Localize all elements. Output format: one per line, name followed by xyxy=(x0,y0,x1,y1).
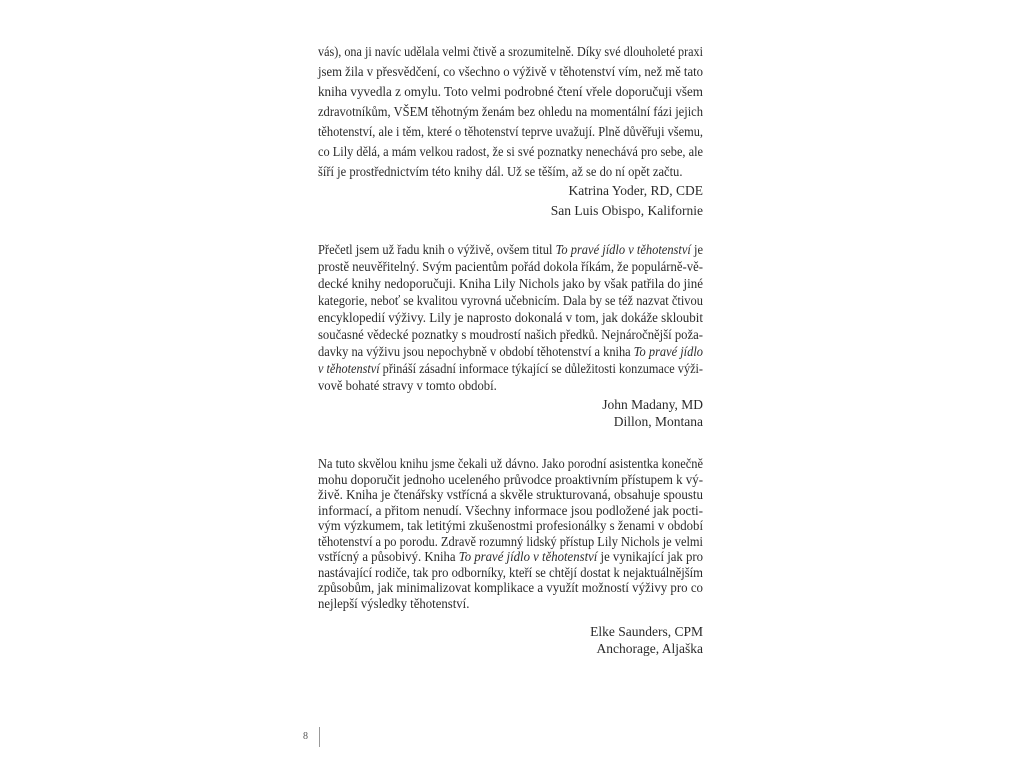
text-line xyxy=(318,471,703,488)
text-line xyxy=(318,533,703,550)
text-segment: je xyxy=(690,242,703,257)
text-line xyxy=(318,309,703,326)
text-segment: vým výzkumem, tak letitými zkušenostmi profesionálky s ženami v období xyxy=(318,518,703,533)
text-segment: zdravotníkům, VŠEM těhotným ženám bez ohledu na momentální fázi jejich xyxy=(318,104,703,119)
text-segment: šíří je prostřednictvím této knihy dál. Už se těším, až se do ní opět začtu. xyxy=(318,164,683,179)
text-segment: způsobům, jak minimalizovat komplikace a využít možností výživy pro co xyxy=(318,580,703,595)
text-line xyxy=(318,377,678,394)
text-line xyxy=(318,258,703,275)
text-line xyxy=(318,549,703,565)
text-segment: vstřícný a působivý. Kniha xyxy=(318,549,459,564)
text-line xyxy=(318,518,703,534)
text-segment: davky na výživu jsou nepochybně v období těhotenství a kniha xyxy=(318,344,634,359)
text-segment: je vynikající jak pro xyxy=(597,549,703,564)
text-line xyxy=(318,42,703,62)
testimonial-text xyxy=(318,241,703,394)
text-line xyxy=(318,292,703,309)
text-line xyxy=(318,62,703,82)
text-line xyxy=(318,360,703,377)
text-segment: těhotenství, ale i těm, které o těhotenství teprve uvažují. Plně důvěřuji všemu, xyxy=(318,124,703,139)
text-segment: těhotenství a po porodu. Zdravě rozumný lidský přístup Lily Nichols je velmi xyxy=(318,533,703,549)
text-segment: encyklopedií výživy. Lily je naprosto dokonalá v tom, jak dokáže skloubit xyxy=(318,310,703,325)
text-segment: kniha vyvedla z omylu. Toto velmi podrobné čtení vřele doporučuji všem xyxy=(318,84,703,99)
text-segment: Na tuto skvělou knihu jsme čekali už dávno. Jako porodní asistentka konečně xyxy=(318,456,703,471)
text-line xyxy=(318,241,703,258)
testimonial-author: Elke Saunders, CPM xyxy=(590,624,703,639)
text-line xyxy=(318,275,703,292)
text-line xyxy=(318,122,703,142)
page-number: 8 xyxy=(303,731,308,742)
testimonial-text xyxy=(318,456,703,611)
testimonial-location: Anchorage, Aljaška xyxy=(596,641,703,656)
text-segment: co Lily dělá, a mám velkou radost, že si své poznatky nenechává pro sebe, ale xyxy=(318,144,703,159)
text-segment: decké knihy nedoporučuji. Kniha Lily Nichols jako by však patřila do jiné xyxy=(318,276,703,291)
text-line xyxy=(318,162,683,182)
text-segment: současné vědecké poznatky s moudrostí našich předků. Nejnáročnější poža- xyxy=(318,327,703,342)
testimonial-location: Dillon, Montana xyxy=(613,414,703,429)
text-segment: nastávající rodiče, tak pro odborníky, kteří se chtějí dostat k nejaktuálnějším xyxy=(318,564,703,580)
text-segment: vově bohaté stravy v tomto období. xyxy=(318,378,497,393)
text-line xyxy=(318,82,703,102)
text-line xyxy=(318,502,703,519)
text-segment: kategorie, neboť se kvalitou vyrovná učebnicím. Dala by se též nazvat čtivou xyxy=(318,293,703,308)
text-segment: nejlepší výsledky těhotenství. xyxy=(318,595,470,611)
text-line xyxy=(318,564,703,581)
book-title-italic: v těhotenství xyxy=(318,361,380,376)
book-title-italic: To pravé jídlo v těhotenství xyxy=(555,242,691,257)
text-line xyxy=(318,343,703,360)
text-line xyxy=(318,596,682,612)
text-line xyxy=(318,580,703,596)
page-number-rule xyxy=(319,727,320,747)
text-segment: přináší zásadní informace týkající se důležitosti konzumace výži- xyxy=(379,361,703,376)
text-line xyxy=(318,326,703,343)
text-line xyxy=(318,142,703,162)
text-segment: mohu doporučit jednoho uceleného průvodce proaktivním přístupem k vý- xyxy=(318,471,703,487)
book-title-italic: To pravé jídlo xyxy=(633,344,703,359)
text-segment: prostě neuvěřitelný. Svým pacientům pořád dokola říkám, že populárně-vě- xyxy=(318,259,703,274)
text-segment: vás), ona ji navíc udělala velmi čtivě a srozumitelně. Díky své dlouholeté praxi xyxy=(318,44,703,59)
text-segment: živě. Kniha je čtenářsky vstřícná a skvěle strukturovaná, obsahuje spoustu xyxy=(318,487,703,502)
text-segment: Přečetl jsem už řadu knih o výživě, ovšem titul xyxy=(318,242,556,257)
text-segment: jsem žila v přesvědčení, co všechno o výživě v těhotenství vím, než mě tato xyxy=(318,64,703,79)
text-segment: informací, a přitom nenudí. Všechny informace jsou podložené jak pocti- xyxy=(318,502,703,518)
text-line xyxy=(318,456,703,472)
text-line xyxy=(318,487,703,503)
book-title-italic: To pravé jídlo v těhotenství xyxy=(458,549,598,564)
testimonial-text xyxy=(318,42,703,182)
testimonial-location: San Luis Obispo, Kalifornie xyxy=(550,203,703,218)
testimonial-author: John Madany, MD xyxy=(602,397,703,412)
text-line xyxy=(318,102,703,122)
testimonial-author: Katrina Yoder, RD, CDE xyxy=(568,183,703,198)
